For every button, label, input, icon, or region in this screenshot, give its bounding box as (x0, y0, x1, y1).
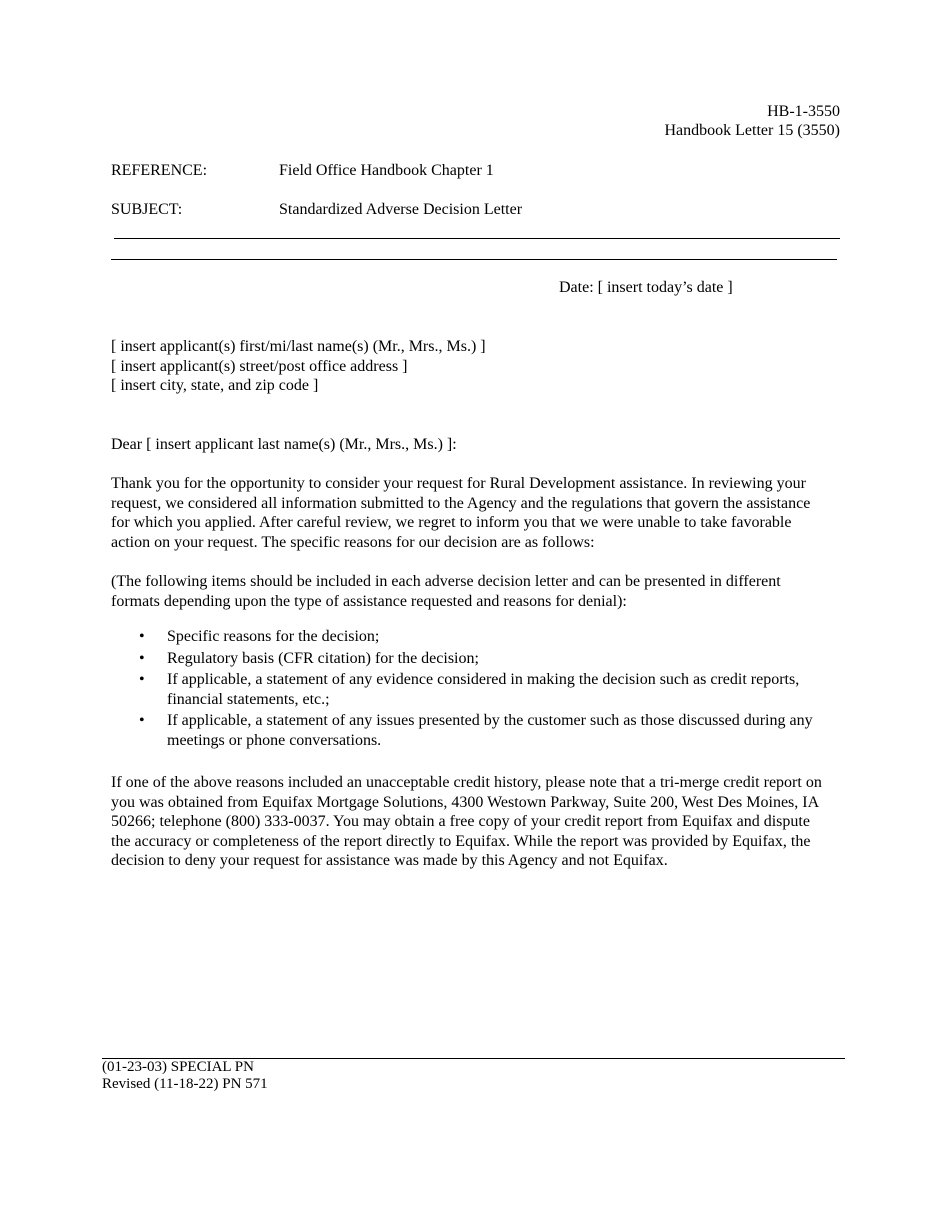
date-line: Date: [ insert today’s date ] (559, 279, 733, 296)
address-city-line: [ insert city, state, and zip code ] (111, 377, 319, 395)
footer-line-2: Revised (11-18-22) PN 571 (102, 1076, 268, 1092)
address-street-line: [ insert applicant(s) street/post office address ] (111, 357, 408, 375)
subject-value: Standardized Adverse Decision Letter (279, 201, 523, 218)
address-block (111, 337, 486, 396)
credit-report-paragraph: If one of the above reasons included an unacceptable credit history, please note that a tri-merge credit report on you was obtained from Equifax Mortgage Solutions, 4300 Westown Parkway, Suite 200, West Des Moines, IA 50266; telephone (800) 333-0037. You may obtain a free copy of your credit report from Equifax and dispute the accuracy or completeness of the report directly to Equifax. While the report was provided by Equifax, the decision to deny your request for assistance was made by this Agency and not Equifax. (111, 774, 822, 870)
bullet-icon: • (139, 628, 145, 645)
list-item: • Regulatory basis (CFR citation) for the decision; (139, 649, 479, 667)
address-name-line: [ insert applicant(s) first/mi/last name(s) (Mr., Mrs., Ms.) ] (111, 338, 486, 355)
intro-paragraph: Thank you for the opportunity to consider your request for Rural Development assistance. In reviewing your request, we considered all information submitted to the Agency and the regulations that govern the assistance for which you applied. After careful review, we regret to inform you that we were unable to take favorable action on your request. The specific reasons for our decision are as follows: (111, 475, 811, 551)
list-item: • If applicable, a statement of any evidence considered in making the decision such as credit reports, financial statements, etc.; (139, 671, 800, 708)
instructions-paragraph: (The following items should be included in each adverse decision letter and can be presented in different formats depending upon the type of assistance requested and reasons for denial): (111, 573, 781, 610)
list-item: • If applicable, a statement of any issues presented by the customer such as those discussed during any meetings or phone conversations. (139, 712, 813, 749)
bullet-icon: • (139, 671, 145, 689)
subject-label: SUBJECT: (111, 201, 183, 218)
handbook-letter-id: Handbook Letter 15 (3550) (664, 122, 840, 139)
divider-bottom (111, 259, 837, 260)
footer-line-1: (01-23-03) SPECIAL PN (102, 1059, 254, 1075)
divider-top (114, 238, 840, 239)
reference-value: Field Office Handbook Chapter 1 (279, 162, 494, 179)
list-item: • Specific reasons for the decision; (139, 628, 380, 645)
reference-label: REFERENCE: (111, 162, 208, 179)
required-items-list (111, 627, 826, 753)
bullet-icon: • (139, 712, 145, 730)
handbook-code: HB-1-3550 (767, 103, 840, 120)
salutation: Dear [ insert applicant last name(s) (Mr., Mrs., Ms.) ]: (111, 436, 457, 453)
bullet-icon: • (139, 649, 145, 667)
